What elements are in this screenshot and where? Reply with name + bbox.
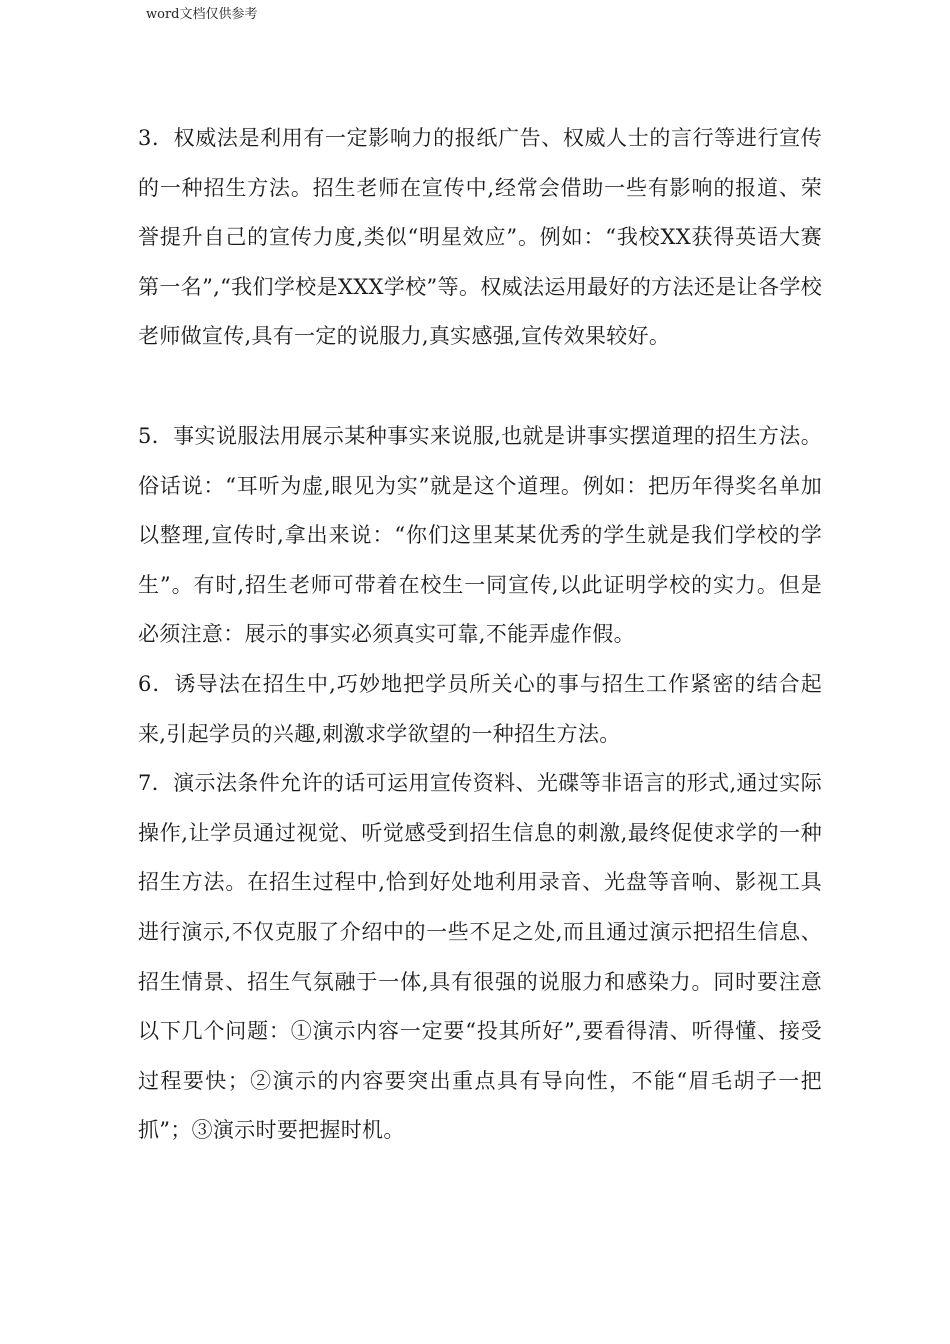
header-note: word文档仅供参考 bbox=[146, 7, 258, 22]
paragraph-gap bbox=[138, 362, 822, 412]
paragraph-5-fact-persuasion: 5．事实说服法用展示某种事实来说服,也就是讲事实摆道理的招生方法。俗话说：“耳听为虚,眼见为实”就是这个道理。例如：把历年得奖名单加以整理,宣传时,拿出来说：“你们这里某某优秀的学生就是我们学校的学生”。有时,招生老师可带着在校生一同宣传,以此证明学校的实力。但是必须注意：展示的事实必须真实可靠,不能弄虚作假。 bbox=[138, 423, 822, 647]
paragraph-3-authority-method: 3．权威法是利用有一定影响力的报纸广告、权威人士的言行等进行宣传的一种招生方法。招生老师在宣传中,经常会借助一些有影响的报道、荣誉提升自己的宣传力度,类似“明星效应”。例如：“我校XX获得英语大赛第一名”,“我们学校是XXX学校”等。权威法运用最好的方法还是让各学校老师做宣传,具有一定的说服力,真实感强,宣传效果较好。 bbox=[138, 126, 822, 349]
paragraph-6-guidance-method: 6．诱导法在招生中,巧妙地把学员所关心的事与招生工作紧密的结合起来,引起学员的兴趣,刺激求学欲望的一种招生方法。 bbox=[138, 671, 822, 746]
paragraph-7-demonstration-method: 7．演示法条件允许的话可运用宣传资料、光碟等非语言的形式,通过实际操作,让学员通过视觉、听觉感受到招生信息的刺激,最终促使求学的一种招生方法。在招生过程中,恰到好处地利用录音、光盘等音响、影视工具进行演示,不仅克服了介绍中的一些不足之处,而且通过演示把招生信息、招生情景、招生气氛融于一体,具有很强的说服力和感染力。同时要注意以下几个问题：①演示内容一定要“投其所好”,要看得清、听得懂、接受过程要快；②演示的内容要突出重点具有导向性，不能“眉毛胡子一把抓”；③演示时要把握时机。 bbox=[138, 771, 822, 1143]
document-body bbox=[138, 114, 822, 1156]
